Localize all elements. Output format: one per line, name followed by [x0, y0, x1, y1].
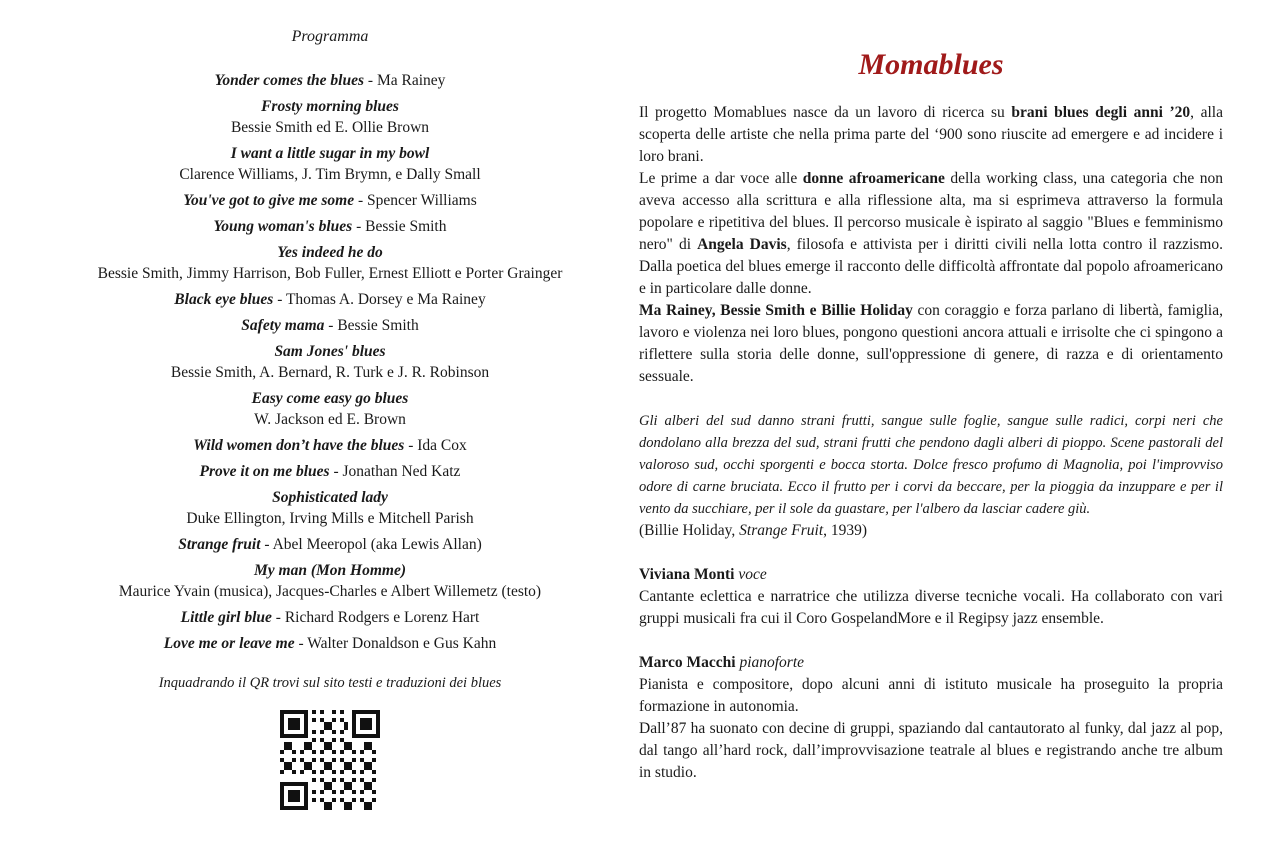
track-authors: Duke Ellington, Irving Mills e Mitchell Parish	[186, 510, 474, 527]
track-authors: Bessie Smith ed E. Ollie Brown	[230, 119, 430, 136]
bio-paragraph: Dall’87 ha suonato con decine di gruppi, spaziando dal cantautorato al funky, dal jazz al pop, dal tango all’hard rock, dall’improvvisazione teatrale al blues e registrando anche tre album in studio.	[639, 720, 1223, 781]
bio-block	[639, 652, 1223, 784]
track-authors: Bessie Smith, A. Bernard, R. Turk e J. R. Robinson	[170, 364, 490, 381]
bio-block	[639, 564, 1223, 630]
track-authors: Clarence Williams, J. Tim Brymn, e Dally Small	[179, 166, 481, 183]
track-separator: -	[354, 192, 368, 209]
track-item	[40, 388, 620, 430]
track-item	[40, 96, 620, 138]
track-item	[40, 560, 620, 602]
text-run-normal: , 1939)	[823, 522, 868, 539]
track-item	[40, 289, 620, 310]
track-title: Yes indeed he do	[277, 244, 383, 261]
text-run-normal: con coraggio e forza parlano di libertà, famiglia, lavoro e violenza nei loro blues, pongono questioni ancora attuali e irrisolte che ci spingono a riflettere sulla storia delle donne, sull'oppressione di genere, di razza e di orientamento sessuale.	[639, 302, 1223, 385]
bio-role: voce	[738, 566, 767, 583]
track-title: Love me or leave me	[163, 635, 295, 652]
track-title: You've got to give me some	[183, 192, 355, 209]
qr-code-image	[280, 710, 380, 810]
text-run-bold: Ma Rainey, Bessie Smith e Billie Holiday	[639, 302, 913, 319]
track-title: Sophisticated lady	[272, 489, 388, 506]
bio-paragraph: Pianista e compositore, dopo alcuni anni di istituto musicale ha proseguito la propria formazione in autonomia.	[639, 676, 1223, 715]
track-separator: -	[271, 609, 285, 626]
track-item	[40, 435, 620, 456]
track-item	[40, 633, 620, 654]
artists-paragraph	[639, 300, 1223, 388]
text-run-bold: Angela Davis	[697, 236, 787, 253]
track-title: Yonder comes the blues	[214, 72, 365, 89]
track-item	[40, 487, 620, 529]
text-run-italic: Strange Fruit	[739, 522, 824, 539]
track-title: I want a little sugar in my bowl	[230, 145, 430, 162]
bio-role: pianoforte	[739, 654, 805, 671]
intro-paragraph	[639, 102, 1223, 168]
track-separator: -	[329, 463, 343, 480]
article-column	[639, 46, 1223, 784]
qr-caption: Inquadrando il QR trovi sul sito testi e traduzioni dei blues	[158, 675, 502, 691]
article-title: Momablues	[858, 48, 1004, 81]
track-item	[40, 341, 620, 383]
text-run-normal: della working class, una categoria che non aveva accesso alla scrittura e alla riflessione alta, ma si esprimeva attraverso la formula popolare e ripetitiva del blues. Il percorso musicale è ispirato al saggio "Blues e femminismo nero" di	[639, 170, 1224, 253]
track-item	[40, 534, 620, 555]
track-authors: Bessie Smith	[337, 317, 419, 334]
track-item	[40, 143, 620, 185]
quote-citation	[639, 520, 1223, 542]
bio-heading	[639, 564, 1223, 586]
track-item	[40, 315, 620, 336]
bio-heading	[639, 652, 1223, 674]
track-title: Little girl blue	[180, 609, 272, 626]
track-item	[40, 607, 620, 628]
track-title: Strange fruit	[178, 536, 261, 553]
track-title: Wild women don’t have the blues	[193, 437, 405, 454]
track-separator: -	[294, 635, 308, 652]
track-item	[40, 190, 620, 211]
track-title: Black eye blues	[174, 291, 274, 308]
strange-fruit-quote: Gli alberi del sud danno strani frutti, sangue sulle foglie, sangue sulle radici, corpi neri che dondolano alla brezza del sud, strani frutti che pendono dagli alberi di pioppo. Scene pastorali del valoroso sud, occhi sporgenti e bocca storta. Dolce fresco profumo di Magnolia, poi l'improvviso odore di carne bruciata. Ecco il frutto per i corvi da beccare, per la pioggia da inzuppare e per il vento da succhiare, per il sole da guastare, per l'albero da lasciar cadere giù.	[639, 413, 1223, 517]
track-separator: -	[260, 536, 273, 553]
programma-column	[40, 26, 620, 810]
track-separator: -	[273, 291, 286, 308]
text-run-normal: Il progetto Momablues nasce da un lavoro di ricerca su	[639, 104, 1012, 121]
text-run-normal: (Billie Holiday,	[639, 522, 740, 539]
track-authors: Thomas A. Dorsey e Ma Rainey	[285, 291, 486, 308]
track-title: Sam Jones' blues	[274, 343, 386, 360]
track-item	[40, 70, 620, 91]
track-authors: Richard Rodgers e Lorenz Hart	[284, 609, 480, 626]
text-run-bold: donne afroamericane	[802, 170, 945, 187]
track-list	[40, 70, 620, 654]
track-item	[40, 461, 620, 482]
track-title: Frosty morning blues	[261, 98, 399, 115]
track-separator: -	[404, 437, 418, 454]
context-paragraph	[639, 168, 1223, 300]
text-run-normal: , alla scoperta delle artiste che nella prima parte del ‘900 sono riuscite ad emergere e ad incidere i loro brani.	[639, 104, 1223, 165]
text-run-bold: brani blues degli anni ’20	[1011, 104, 1191, 121]
performer-bios	[639, 564, 1223, 784]
track-authors: Abel Meeropol (aka Lewis Allan)	[272, 536, 482, 553]
track-authors: Ida Cox	[417, 437, 467, 454]
text-run-normal: , filosofa e attivista per i diritti civili nella lotta contro il razzismo. Dalla poetica del blues emerge il racconto delle difficoltà affrontate dal popolo afroamericano e in particolare dalle donne.	[639, 236, 1223, 297]
track-separator: -	[324, 317, 338, 334]
track-authors: Jonathan Ned Katz	[342, 463, 461, 480]
track-authors: Spencer Williams	[367, 192, 477, 209]
track-title: Easy come easy go blues	[251, 390, 409, 407]
track-authors: W. Jackson ed E. Brown	[254, 411, 406, 428]
track-authors: Walter Donaldson e Gus Kahn	[307, 635, 497, 652]
track-title: My man (Mon Homme)	[254, 562, 406, 579]
bio-name: Marco Macchi	[639, 654, 736, 671]
track-separator: -	[364, 72, 377, 89]
bio-name: Viviana Monti	[639, 566, 735, 583]
track-title: Safety mama	[241, 317, 325, 334]
text-run-normal: Le prime a dar voce alle	[639, 170, 803, 187]
track-title: Prove it on me blues	[199, 463, 330, 480]
programma-heading: Programma	[291, 28, 369, 45]
track-item	[40, 242, 620, 284]
track-authors: Ma Rainey	[376, 72, 446, 89]
track-authors: Bessie Smith	[365, 218, 447, 235]
track-item	[40, 216, 620, 237]
track-authors: Bessie Smith, Jimmy Harrison, Bob Fuller, Ernest Elliott e Porter Grainger	[97, 265, 563, 282]
track-authors: Maurice Yvain (musica), Jacques-Charles e Albert Willemetz (testo)	[118, 583, 542, 600]
bio-paragraph: Cantante eclettica e narratrice che utilizza diverse tecniche vocali. Ha collaborato con vari gruppi musicali fra cui il Coro GospelandMore e il Regipsy jazz ensemble.	[639, 588, 1223, 627]
track-title: Young woman's blues	[213, 218, 353, 235]
track-separator: -	[352, 218, 366, 235]
